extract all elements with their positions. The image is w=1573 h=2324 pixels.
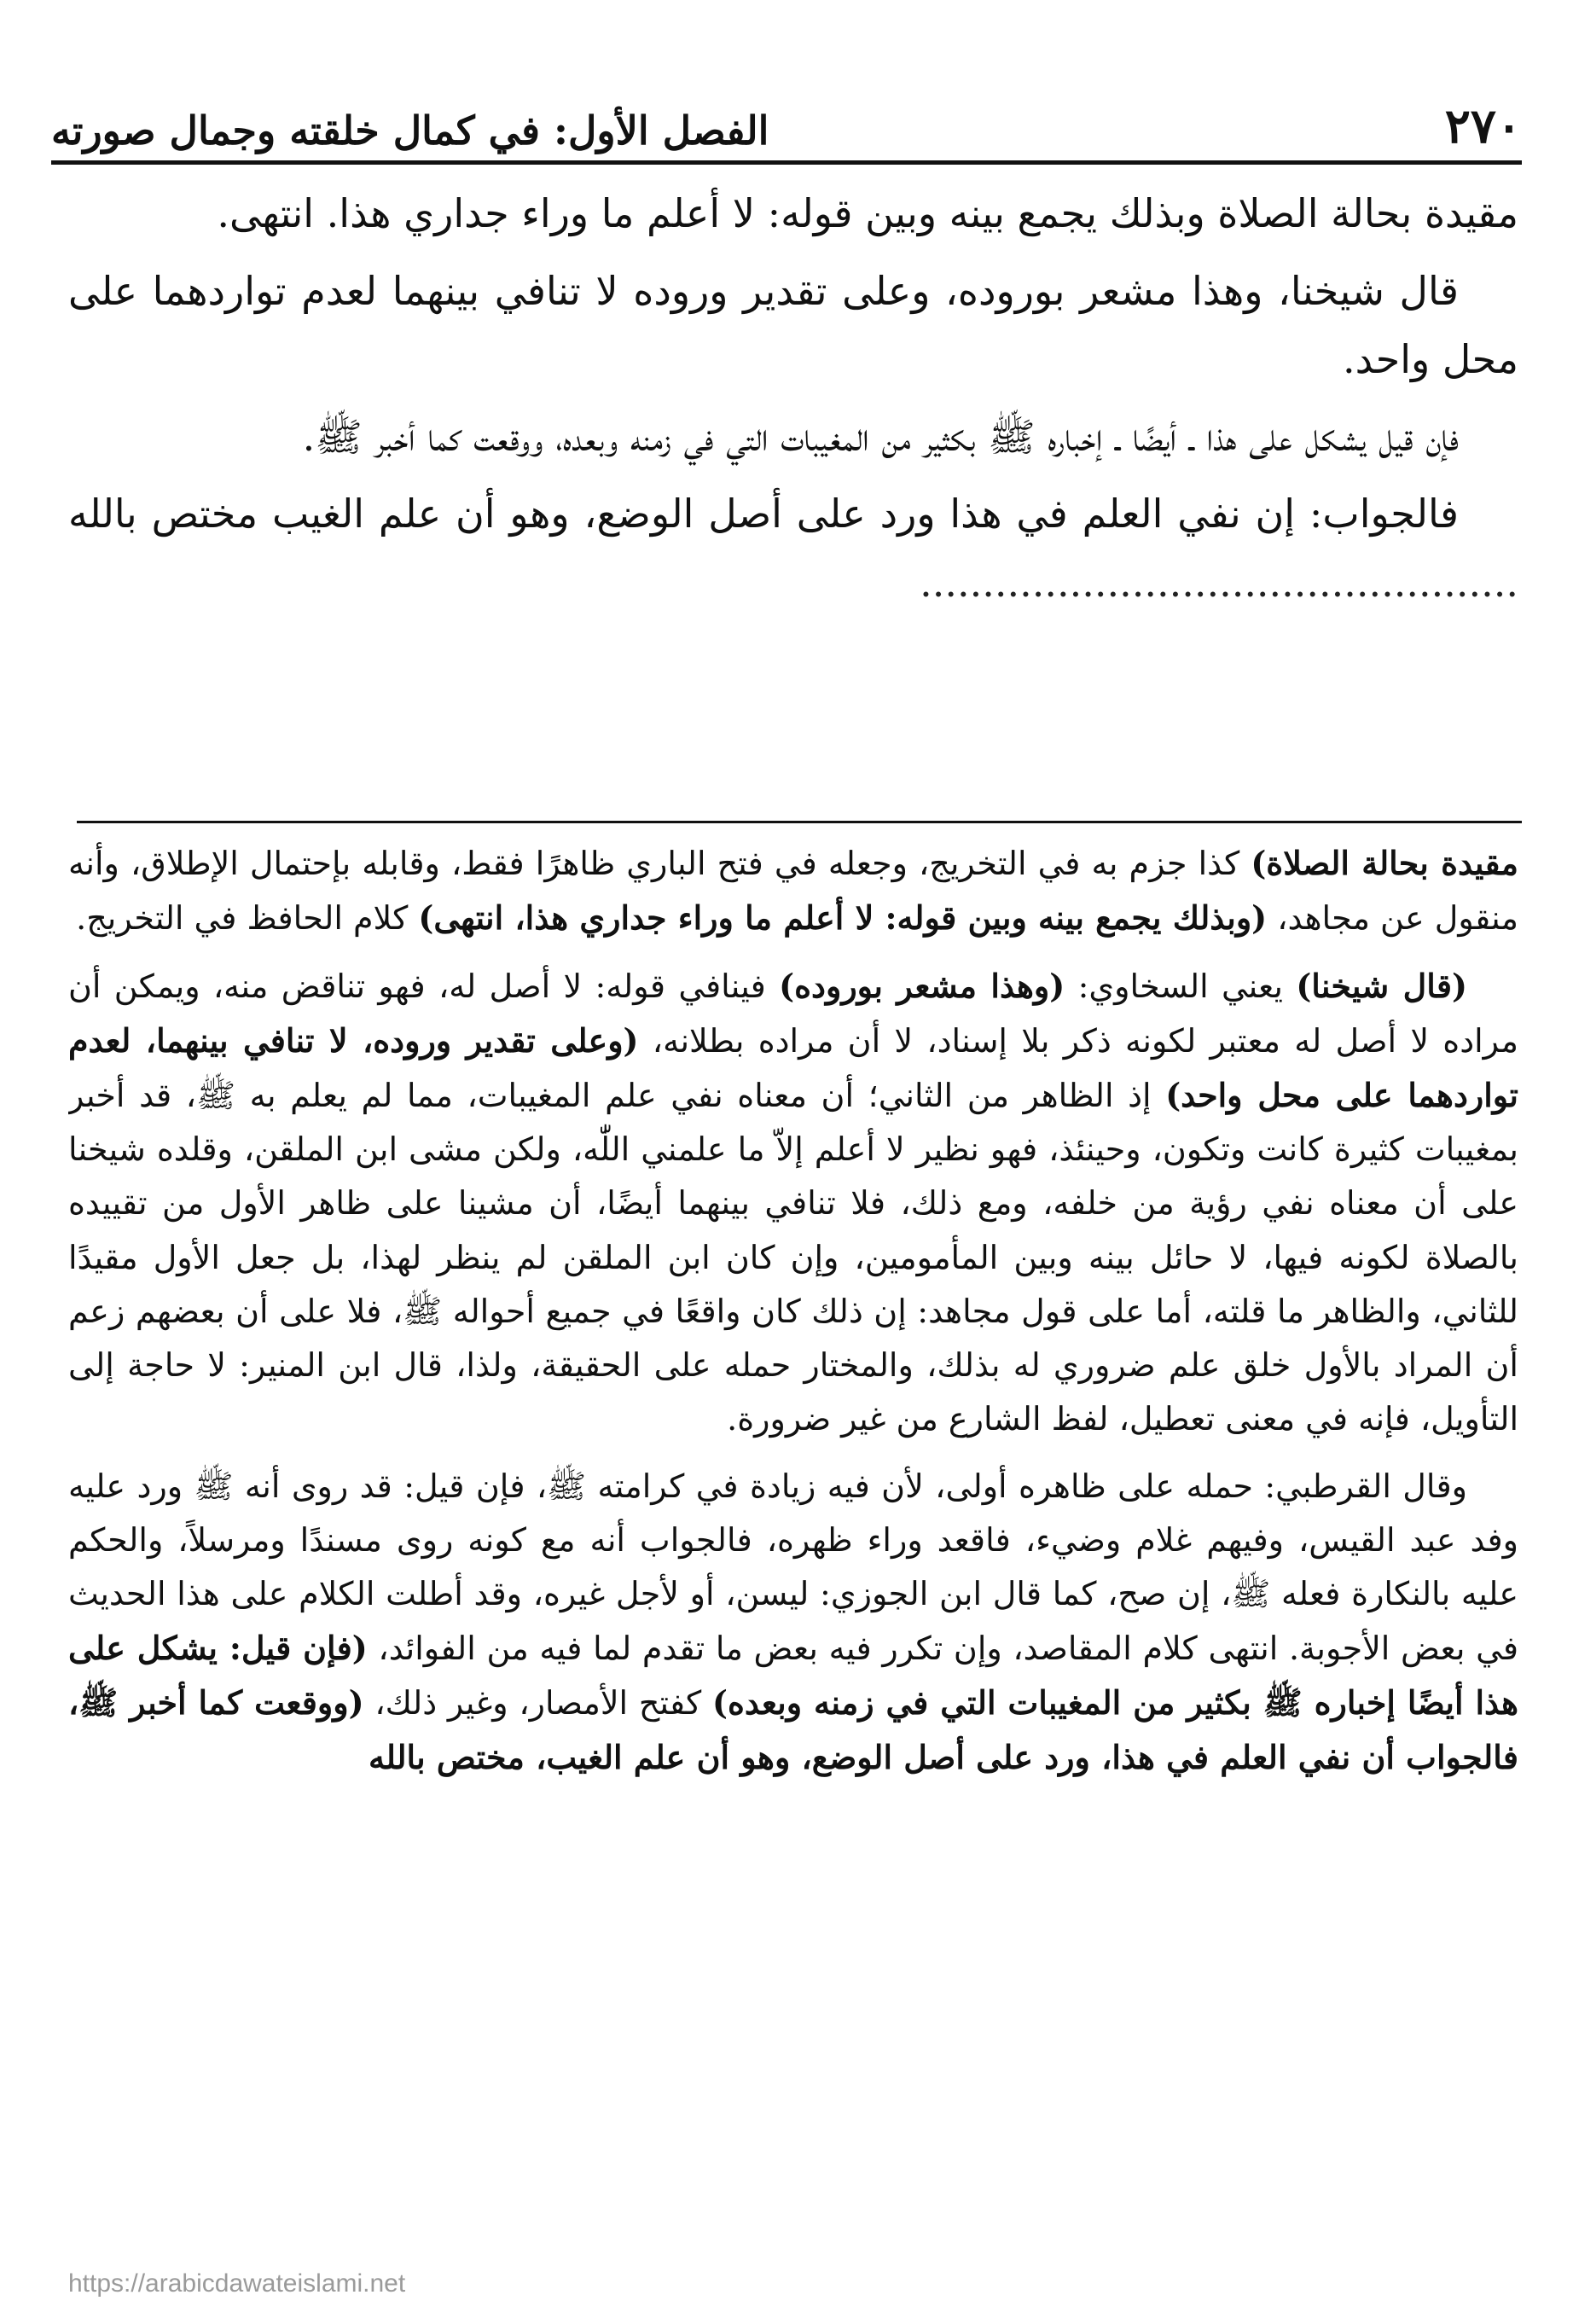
commentary-text-span: يعني السخاوي: bbox=[1065, 967, 1297, 1006]
commentary-text bbox=[68, 836, 1518, 2210]
main-paragraph-text: فالجواب: إن نفي العلم في هذا ورد على أصل الوضع، وهو أن علم الغيب مختص بالله bbox=[68, 491, 1459, 537]
quoted-text: (فإن قيل: يشكل على هذا أيضًا إخباره ﷺ بكثير من المغيبات التي في زمنه وبعده) bbox=[68, 1629, 1518, 1723]
quoted-text: (ووقعت كما أخبر ﷺ، فالجواب أن نفي العلم في هذا، ورد على أصل الوضع، وهو أن علم الغيب، مختص بالله bbox=[68, 1683, 1518, 1777]
main-paragraph: فإن قيل يشكل على هذا ـ أيضًا ـ إخباره ﷺ بكثير من المغيبات التي في زمنه وبعده، ووقعت كما أخبر ﷺ. bbox=[302, 413, 1459, 460]
continuation-dots: ................................................ bbox=[920, 559, 1518, 606]
commentary-text-span: فينافي قوله: لا أصل له، فهو تناقض منه، ويمكن أن مراده لا أصل له معتبر لكونه ذكر بلا إسناد، لا أن مراده بطلانه، bbox=[68, 967, 1518, 1060]
footnote-separator bbox=[77, 821, 1522, 823]
commentary-text-span: كفتح الأمصار، وغير ذلك، bbox=[363, 1684, 712, 1723]
commentary-paragraph bbox=[68, 1460, 1518, 1785]
main-paragraph: قال شيخنا، وهذا مشعر بوروده، وعلى تقدير وروده لا تنافي بينهما لعدم تواردهما على محل واحد. bbox=[68, 267, 1518, 382]
commentary-paragraph bbox=[68, 836, 1518, 945]
commentary-paragraph bbox=[68, 959, 1518, 1446]
header-rule bbox=[51, 160, 1522, 165]
quoted-text: (وهذا مشعر بوروده) bbox=[779, 967, 1065, 1006]
page-header bbox=[51, 75, 1522, 154]
commentary-text-span: كلام الحافظ في التخريج. bbox=[76, 899, 419, 938]
chapter-title: الفصل الأول: في كمال خلقته وجمال صورته bbox=[51, 107, 769, 154]
quoted-text: (قال شيخنا) bbox=[1296, 967, 1467, 1006]
page-number: ٢٧٠ bbox=[1444, 98, 1522, 154]
quoted-text: (وبذلك يجمع بينه وبين قوله: لا أعلم ما وراء جداري هذا، انتهى) bbox=[418, 898, 1268, 938]
commentary-text-span: وقال القرطبي: حمله على ظاهره أولى، لأن فيه زيادة في كرامته ﷺ، فإن قيل: قد روى أنه ﷺ ورد عليه وفد عبد القيس، وفيهم غلام وضيء، فاقعد وراء ظهره، فالجواب أنه مع كونه روى مسندًا ومرسلاً، والحكم عليه بالنكارة فعله ﷺ، إن صح، كما قال ابن الجوزي: ليسن، أو لأجل غيره، وقد أطلت الكلام على هذا الحديث في بعض الأجوبة. انتهى كلام المقاصد، وإن تكرر فيه بعض ما تقدم لما فيه من الفوائد، bbox=[68, 1467, 1518, 1668]
main-text bbox=[68, 179, 1518, 810]
quoted-text: (وعلى تقدير وروده، لا تنافي بينهما، لعدم تواردهما على محل واحد) bbox=[68, 1021, 1518, 1115]
commentary-text-span: كذا جزم به في التخريج، وجعله في فتح الباري ظاهرًا فقط، وقابله بإحتمال الإطلاق، وأنه منقول عن مجاهد، bbox=[68, 845, 1518, 938]
main-paragraph: مقيدة بحالة الصلاة وبذلك يجمع بينه وبين قوله: لا أعلم ما وراء جداري هذا. انتهى. bbox=[217, 190, 1518, 236]
main-paragraph bbox=[68, 479, 1518, 617]
commentary-text-span: إذ الظاهر من الثاني؛ أن معناه نفي علم المغيبات، مما لم يعلم به ﷺ، قد أخبر بمغيبات كثيرة كانت وتكون، وحينئذ، فهو نظير لا أعلم إلاّ ما علمني اللّٰه، ولكن مشى ابن الملقن، وقلده شيخنا على أن معناه نفي رؤية من خلفه، ومع ذلك، فلا تنافي بينهما أيضًا، أن مشينا على ظاهر الأول من تقييده بالصلاة لكونه فيها، لا حائل بينه وبين المأمومين، وإن كان ابن الملقن لم ينظر لهذا، بل جعل الأول مقيدًا للثاني، والظاهر ما قلته، أما على قول مجاهد: إن ذلك كان واقعًا في جميع أحواله ﷺ، فلا على أن بعضهم زعم أن المراد بالأول خلق علم ضروري له بذلك، والمختار حمله على الحقيقة، ولذا، قال ابن المنير: لا حاجة إلى التأويل، فإنه في معنى تعطيل، لفظ الشارع من غير ضرورة. bbox=[68, 1077, 1518, 1438]
quoted-text: مقيدة بحالة الصلاة) bbox=[1251, 844, 1518, 882]
watermark-url: https://arabicdawateislami.net bbox=[68, 2269, 406, 2298]
